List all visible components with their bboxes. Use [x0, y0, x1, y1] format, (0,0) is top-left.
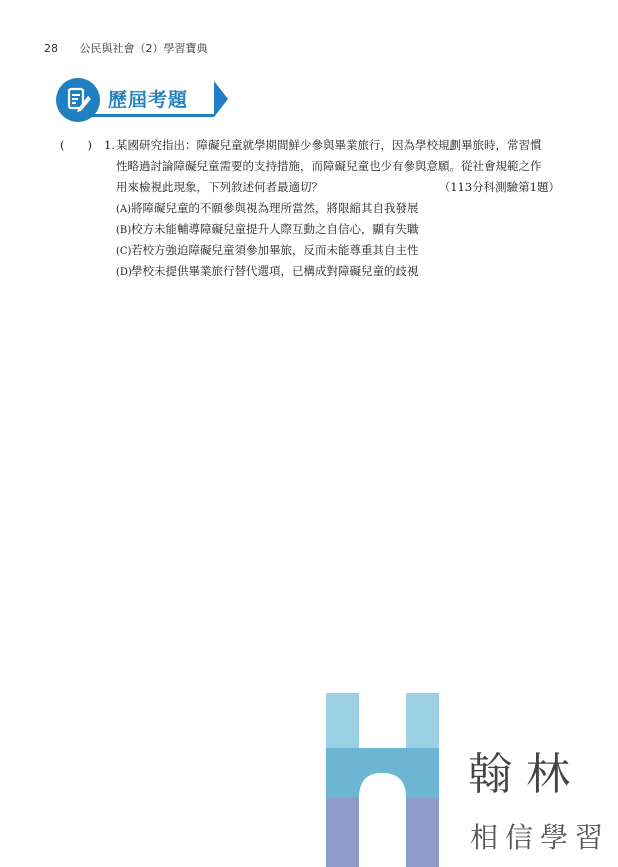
stem-line: 性略過討論障礙兒童需要的支持措施，而障礙兒童也少有參與意願。從社會規範之作: [116, 159, 542, 173]
publisher-name: 翰林: [468, 749, 584, 800]
section-badge: [56, 78, 226, 122]
publisher-slogan: 相信學習: [470, 821, 611, 854]
option-list: [116, 198, 419, 282]
option-a: [116, 198, 419, 219]
answer-blank: ( ): [60, 138, 92, 152]
running-header: [44, 40, 208, 56]
question-source: （113分科測驗第1題）: [438, 180, 560, 194]
option-text: 學校未提供畢業旅行替代選項，已構成對障礙兒童的歧視: [131, 264, 419, 278]
option-text: 校方未能輔導障礙兒童提升人際互動之自信心，顯有失職: [131, 222, 419, 236]
document-pen-icon: [56, 78, 100, 122]
option-b: [116, 219, 419, 240]
stem-line: 用來檢視此現象，下列敘述何者最適切？: [116, 180, 323, 194]
option-label: (B): [116, 225, 132, 236]
question-number: 1.: [104, 138, 115, 152]
book-title: 公民與社會（2）學習寶典: [79, 42, 208, 55]
stem-line: 某國研究指出：障礙兒童就學期間鮮少參與畢業旅行，因為學校規劃畢旅時，常習慣: [116, 138, 542, 152]
page-number: 28: [44, 42, 58, 55]
option-label: (C): [116, 246, 132, 257]
option-label: (A): [116, 204, 132, 215]
option-text: 將障礙兒童的不願參與視為理所當然，將限縮其自我發展: [131, 201, 419, 215]
option-c: [116, 240, 419, 261]
option-text: 若校方強迫障礙兒童須參加畢旅，反而未能尊重其自主性: [131, 243, 419, 257]
option-d: [116, 261, 419, 282]
section-title: 歷屆考題: [108, 89, 189, 111]
option-label: (D): [116, 267, 132, 278]
